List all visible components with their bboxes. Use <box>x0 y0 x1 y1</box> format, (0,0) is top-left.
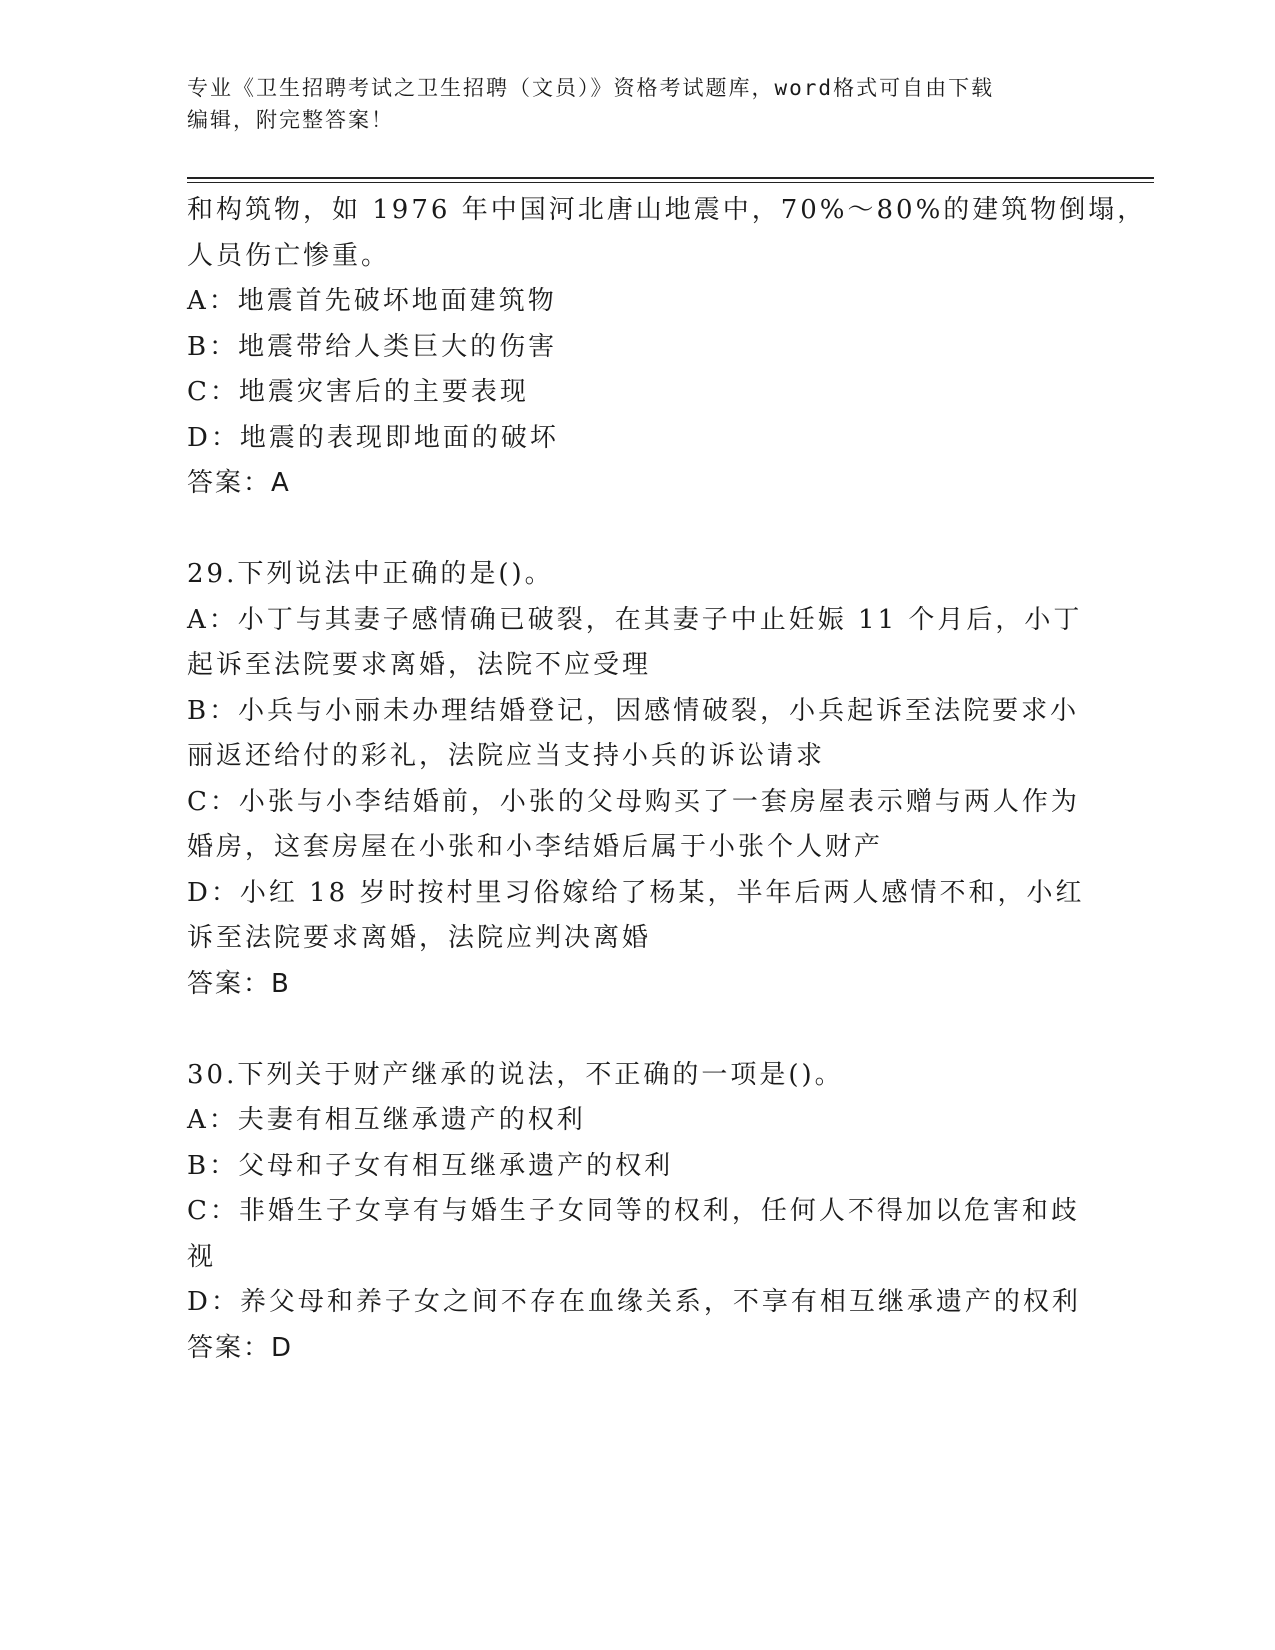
question-stem: 30.下列关于财产继承的说法，不正确的一项是()。 <box>187 1059 844 1090</box>
option-d-continued: 诉至法院要求离婚，法院应判决离婚 <box>187 923 652 953</box>
header-line-1: 专业《卫生招聘考试之卫生招聘（文员）》资格考试题库，word格式可自由下载 <box>187 76 995 100</box>
question-28-continuation <box>187 188 1147 507</box>
option-d: D：小红 18 岁时按村里习俗嫁给了杨某，半年后两人感情不和，小红 <box>187 877 1085 908</box>
option-c-continued: 视 <box>187 1241 217 1272</box>
document-header <box>187 72 1067 136</box>
option-d: D：养父母和养子女之间不存在血缘关系，不享有相互继承遗产的权利 <box>187 1287 1081 1317</box>
option-c: C：小张与小李结婚前，小张的父母购买了一套房屋表示赠与两人作为 <box>187 786 1080 817</box>
spacer <box>187 1007 1087 1053</box>
document-body <box>187 188 1147 1371</box>
question-text-line: 和构筑物，如 1976 年中国河北唐山地震中，70%～80%的建筑物倒塌， <box>187 195 1147 225</box>
option-b: B：地震带给人类巨大的伤害 <box>187 331 558 362</box>
option-d: D：地震的表现即地面的破坏 <box>187 422 559 453</box>
header-divider-thick <box>187 177 1154 179</box>
option-c: C：非婚生子女享有与婚生子女同等的权利，任何人不得加以危害和歧 <box>187 1196 1080 1226</box>
spacer <box>187 507 1087 553</box>
option-c-continued: 婚房，这套房屋在小张和小李结婚后属于小张个人财产 <box>187 832 884 862</box>
option-b-continued: 丽返还给付的彩礼，法院应当支持小兵的诉讼请求 <box>187 741 826 771</box>
header-divider-thin <box>187 182 1154 183</box>
question-text-line: 人员伤亡惨重。 <box>187 240 391 271</box>
option-a: A：地震首先破坏地面建筑物 <box>187 286 557 316</box>
option-a-continued: 起诉至法院要求离婚，法院不应受理 <box>187 650 652 680</box>
option-b: B：父母和子女有相互继承遗产的权利 <box>187 1150 674 1181</box>
answer-line: 答案：B <box>187 968 291 999</box>
option-a: A：小丁与其妻子感情确已破裂，在其妻子中止妊娠 11 个月后，小丁 <box>187 604 1083 635</box>
question-29 <box>187 552 1087 1007</box>
option-a: A：夫妻有相互继承遗产的权利 <box>187 1105 586 1135</box>
question-30 <box>187 1053 1087 1372</box>
option-c: C：地震灾害后的主要表现 <box>187 377 529 407</box>
header-line-2: 编辑，附完整答案！ <box>187 108 394 132</box>
question-stem: 29.下列说法中正确的是()。 <box>187 559 554 589</box>
answer-line: 答案：D <box>187 1332 294 1363</box>
option-b: B：小兵与小丽未办理结婚登记，因感情破裂，小兵起诉至法院要求小 <box>187 695 1080 726</box>
answer-line: 答案：A <box>187 468 291 498</box>
